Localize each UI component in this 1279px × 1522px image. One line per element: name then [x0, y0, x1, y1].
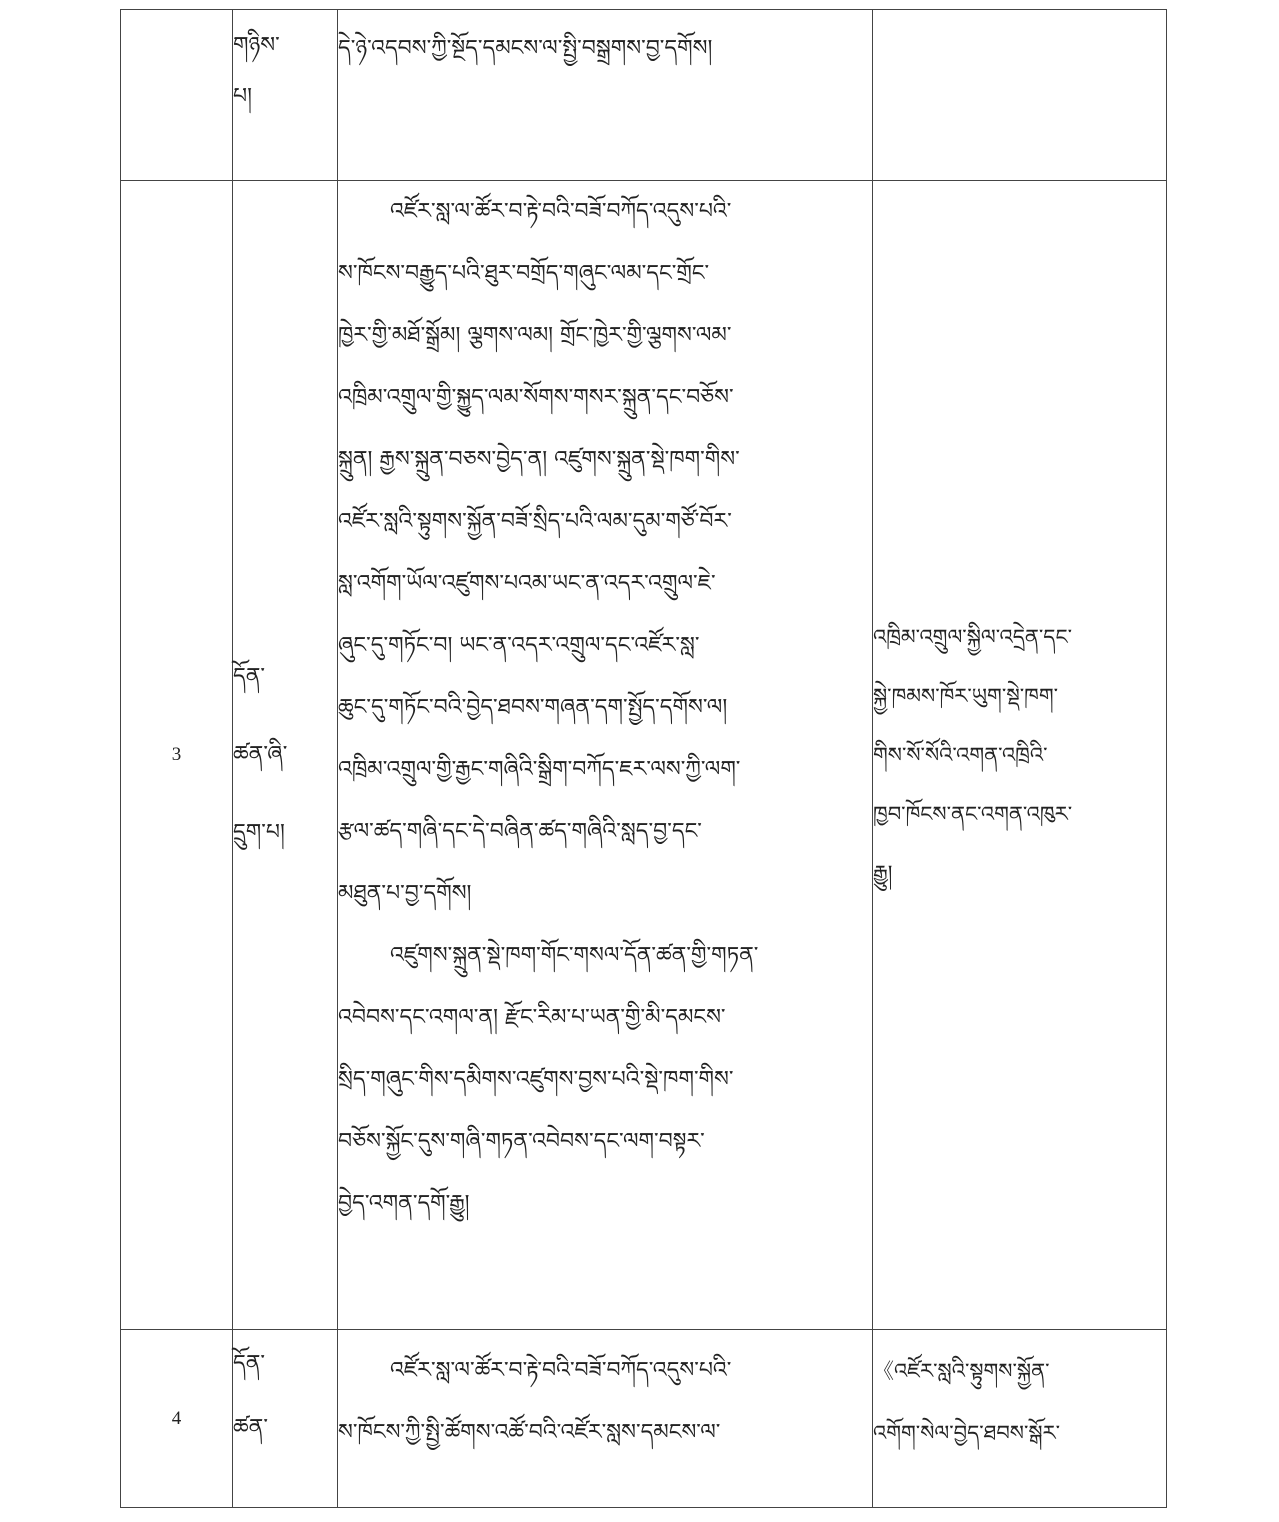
content-line: རྩལ་ཚད་གཞི་དང་དེ་བཞིན་ཚད་གཞིའི་སླད་བྱ་དང་ [338, 819, 702, 844]
heading-line: དྲུག་པ། [233, 820, 285, 845]
heading-line: གཉིས་ [233, 33, 280, 58]
heading-line: ཚན་ [233, 1415, 268, 1440]
content-line: བྱེད་འགན་དགོ་རྒྱུ། [338, 1191, 470, 1216]
article-content [338, 1330, 873, 1508]
content-line: འཛོར་སླའི་སྟུགས་སྐྱོན་བཟོ་སྲིད་པའི་ལམ་དུམ་གཙོ་བོར་ [338, 509, 732, 534]
content-line: ས་ཁོངས་ཀྱི་སྤྱི་ཚོགས་འཚོ་བའི་འཛོར་སླས་དམངས་ལ་ [338, 1420, 721, 1445]
note-line: 《འཛོར་སླའི་སྟུགས་སྐྱོན་ [873, 1359, 1050, 1383]
content-line: འབེབས་དང་འགལ་ན། རྫོང་རིམ་པ་ཡན་གྱི་མི་དམངས་ [338, 1005, 726, 1030]
heading-line: དོན་ [233, 664, 266, 689]
content-line: འཛོར་སླ་ལ་ཚོར་བ་རྟེ་བའི་བཟོ་བཀོད་འདུས་པའི་ [390, 1358, 732, 1383]
row-number: 4 [121, 1330, 233, 1508]
table-row [121, 10, 1167, 181]
article-content [338, 181, 873, 1330]
article-note [873, 10, 1167, 181]
content-line: ཞུང་དུ་གཏོང་བ། ཡང་ན་འདར་འགྲུལ་དང་འཛོར་སླ་ [338, 633, 700, 658]
note-line: གིས་སོ་སོའི་འགན་འཁྲིའི་ [873, 742, 1048, 767]
note-line: ཁྱབ་ཁོངས་ནང་འགན་འཁུར་ [873, 801, 1073, 826]
note-line: སྐྱེ་ཁམས་ཁོར་ཡུག་སྡེ་ཁག་ [873, 683, 1059, 708]
article-note [873, 1330, 1167, 1508]
heading-line: དོན་ [233, 1351, 266, 1376]
content-line: ཁྱེར་གྱི་མཐོ་སྒྲོམ། ལྕགས་ལམ། གྲོང་ཁྱེར་གྱི་ལྕགས་ལམ་ [338, 323, 732, 348]
row-number: 3 [121, 181, 233, 1330]
article-heading [233, 181, 338, 1330]
content-line: ས་ཁོངས་བརྒྱུད་པའི་ཐུར་བགྲོད་གཞུང་ལམ་དང་གྲོང་ [338, 261, 710, 286]
content-line: འཛོར་སླ་ལ་ཚོར་བ་རྟེ་བའི་བཟོ་བཀོད་འདུས་པའི་ [390, 199, 732, 224]
article-note [873, 181, 1167, 1330]
table-row [121, 181, 1167, 1330]
article-heading [233, 10, 338, 181]
content-line: ཆུང་དུ་གཏོང་བའི་བྱེད་ཐབས་གཞན་དག་སྤྱོད་དགོས་ལ། [338, 695, 728, 720]
heading-line: ཚན་ཞི་ [233, 742, 288, 767]
content-line: མཐུན་པ་བྱ་དགོས། [338, 881, 472, 906]
content-line: འཁྲིམ་འགྲུལ་གྱི་སྐྱུད་ལམ་སོགས་གསར་སྐྲུན་དང་བཅོས་ [338, 385, 734, 410]
note-line: རྒྱུ། [873, 860, 893, 885]
content-line: སླ་འགོག་ཡོལ་འཛུགས་པའམ་ཡང་ན་འདར་འགྲུལ་ཇེ་ [338, 571, 716, 596]
table-row [121, 1330, 1167, 1508]
content-line: བཅོས་སྐྱོང་དུས་གཞི་གཏན་འབེབས་དང་ལག་བསྟར་ [338, 1129, 705, 1154]
content-line: དེ་ཉེ་འདབས་ཀྱི་སྔོད་དམངས་ལ་སྤྱི་བསྒྲགས་བྱ་དགོས། [338, 36, 713, 61]
content-line: འཛུགས་སྐྲུན་སྡེ་ཁག་གོང་གསལ་དོན་ཚན་གྱི་གཏན་ [390, 943, 759, 968]
content-line: སྲིད་གཞུང་གིས་དམིགས་འཛུགས་བྱས་པའི་སྡེ་ཁག་གིས་ [338, 1067, 734, 1092]
article-content [338, 10, 873, 181]
row-number [121, 10, 233, 181]
heading-line: པ། [233, 84, 252, 109]
note-line: འགོག་སེལ་བྱེད་ཐབས་སྒོར་ [873, 1421, 1061, 1445]
note-line: འཁྲིམ་འགྲུལ་སྐྱིལ་འདྲེན་དང་ [873, 624, 1072, 649]
article-heading [233, 1330, 338, 1508]
content-line: སྐྲུན། རྒྱས་སྐྲུན་བཅས་བྱེད་ན། འཛུགས་སྐྲུན་སྡེ་ཁག་གིས་ [338, 447, 740, 472]
regulation-table [120, 9, 1167, 1508]
content-line: འཁྲིམ་འགྲུལ་གྱི་རྒྱང་གཞིའི་སྒྲིག་བཀོད་ཇར་ལས་ཀྱི་ལག་ [338, 757, 741, 782]
